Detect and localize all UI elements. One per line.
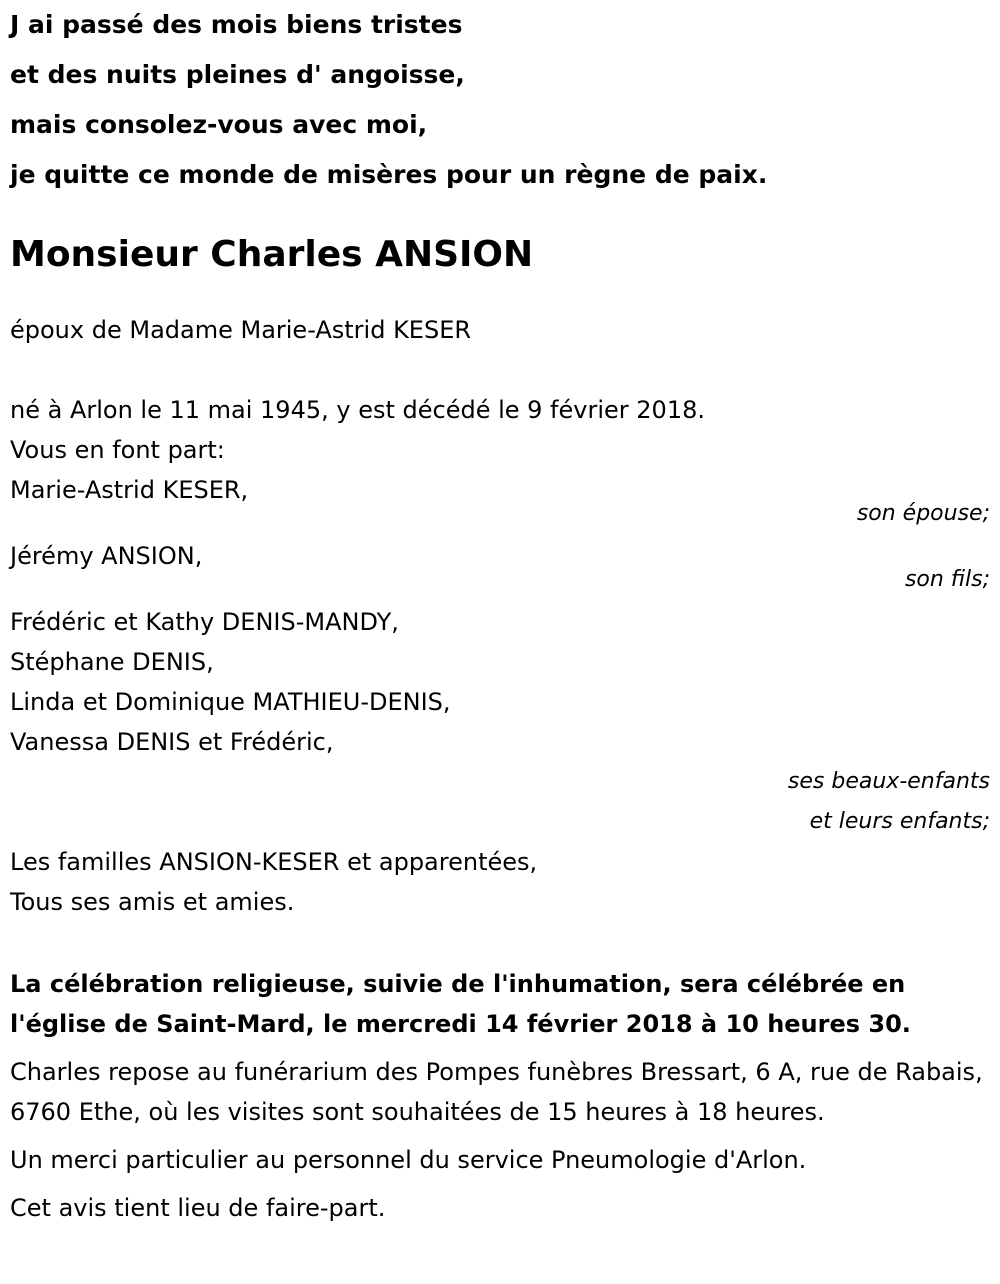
family-son-name: Jérémy ANSION,: [10, 542, 203, 570]
deceased-name: Monsieur Charles ANSION: [10, 234, 534, 275]
families-line: Les familles ANSION-KESER et apparentées,: [10, 848, 538, 876]
stepchild-entry: Vanessa DENIS et Frédéric,: [10, 728, 334, 756]
stepchildren-role: ses beaux-enfants: [787, 769, 990, 794]
poem-line: et des nuits pleines d' angoisse,: [10, 60, 465, 89]
family-son-role: son fils;: [904, 567, 990, 592]
stepchildren-role-2: et leurs enfants;: [809, 809, 990, 834]
stepchild-entry: Linda et Dominique MATHIEU-DENIS,: [10, 688, 451, 716]
poem-line: mais consolez-vous avec moi,: [10, 110, 428, 139]
obituary-notice: [10, 0, 990, 1228]
ceremony-info: La célébration religieuse, suivie de l'inhumation, sera célébrée en l'église de Saint-Mard, le mercredi 14 février 2018 à 10 heures 30.: [10, 970, 911, 1038]
poem-line: je quitte ce monde de misères pour un règne de paix.: [10, 160, 768, 189]
announce-intro: Vous en font part:: [10, 436, 225, 464]
poem-line: J ai passé des mois biens tristes: [10, 10, 463, 39]
family-spouse-role: son épouse;: [856, 501, 990, 526]
closing-line: Cet avis tient lieu de faire-part.: [10, 1194, 386, 1222]
stepchild-entry: Stéphane DENIS,: [10, 648, 214, 676]
family-spouse-name: Marie-Astrid KESER,: [10, 476, 249, 504]
rest-info: Charles repose au funérarium des Pompes funèbres Bressart, 6 A, rue de Rabais, 6760 Ethe, où les visites sont souhaitées de 15 heures à 18 heures.: [10, 1058, 983, 1126]
spouse-line: époux de Madame Marie-Astrid KESER: [10, 316, 472, 344]
poem: [10, 0, 990, 200]
stepchild-entry: Frédéric et Kathy DENIS-MANDY,: [10, 608, 399, 636]
birth-death-line: né à Arlon le 11 mai 1945, y est décédé le 9 février 2018.: [10, 396, 705, 424]
stepchildren-list: [10, 602, 990, 762]
thanks-line: Un merci particulier au personnel du service Pneumologie d'Arlon.: [10, 1146, 807, 1174]
friends-line: Tous ses amis et amies.: [10, 888, 295, 916]
